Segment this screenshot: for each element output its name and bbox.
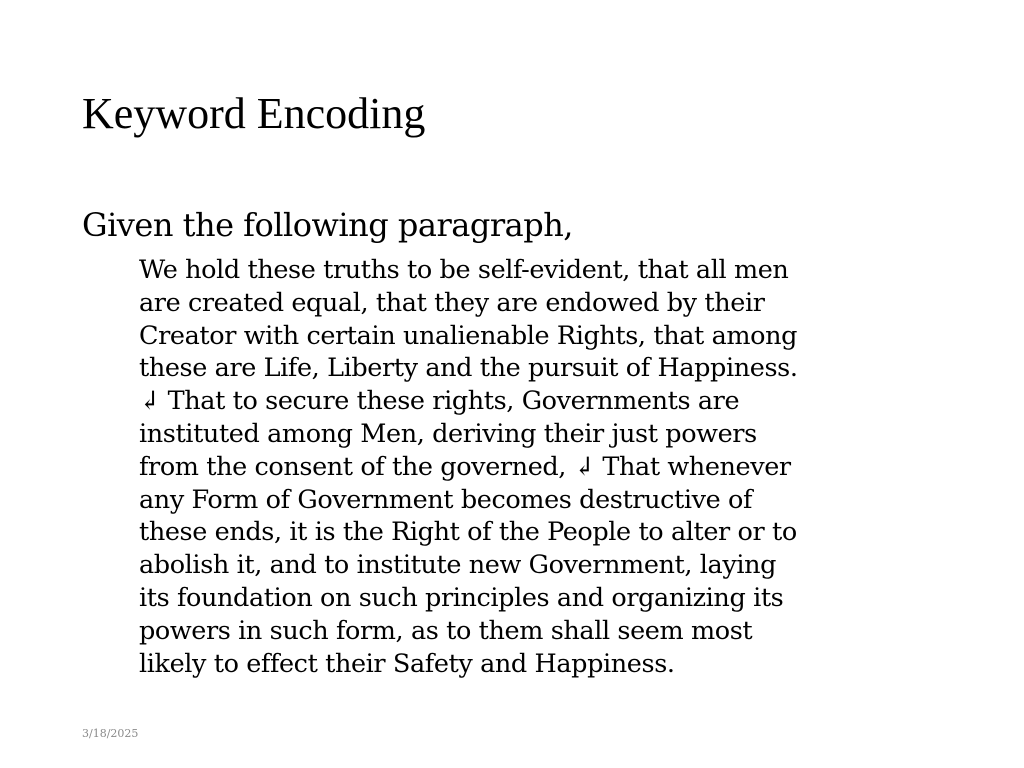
paragraph-line: abolish it, and to institute new Government, laying (139, 550, 777, 581)
paragraph-line: these ends, it is the Right of the People to alter or to (139, 517, 797, 548)
paragraph-line: any Form of Government becomes destructive of (139, 484, 752, 515)
quoted-paragraph (139, 254, 939, 680)
slide-date: 3/18/2025 (82, 727, 139, 740)
paragraph-line: powers in such form, as to them shall seem most (139, 615, 753, 646)
paragraph-line: We hold these truths to be self-evident, that all men (139, 255, 789, 285)
slide-title: Keyword Encoding (82, 89, 426, 138)
paragraph-line: are created equal, that they are endowed by their (139, 287, 765, 318)
paragraph-line: likely to effect their Safety and Happiness. (139, 648, 675, 679)
paragraph-line: its foundation on such principles and organizing its (139, 582, 784, 613)
paragraph-line: these are Life, Liberty and the pursuit of Happiness. (139, 353, 798, 384)
paragraph-line: Creator with certain unalienable Rights, that among (139, 320, 798, 351)
intro-text: Given the following paragraph, (82, 206, 573, 244)
paragraph-line: instituted among Men, deriving their just powers (139, 418, 757, 449)
paragraph-line: ↲ That to secure these rights, Governments are (139, 386, 740, 417)
paragraph-line: from the consent of the governed, ↲ That whenever (139, 451, 791, 482)
